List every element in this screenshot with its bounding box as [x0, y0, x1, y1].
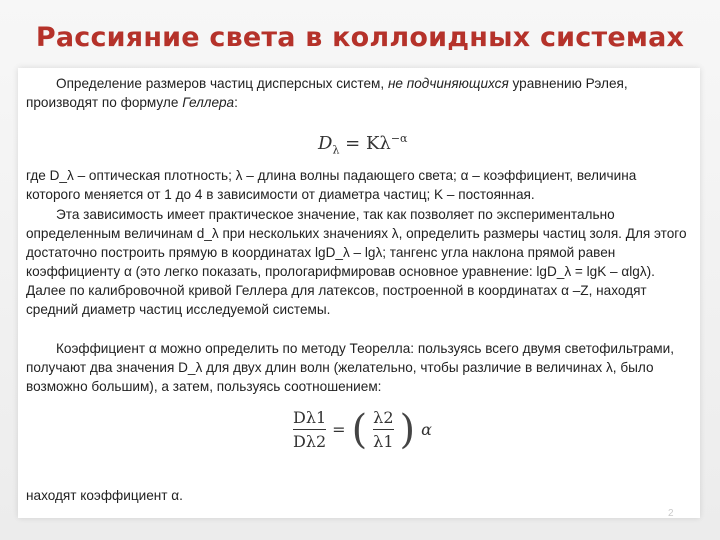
formula2-power: α: [421, 420, 432, 439]
fraction-bar: [293, 429, 326, 430]
intro-text-e: :: [234, 95, 238, 110]
formula2-left-fraction: [293, 408, 326, 451]
paragraph-intro: [26, 74, 694, 112]
intro-text-c: уравнению Рэлея, производят по формуле: [26, 76, 628, 110]
content-card: [18, 68, 700, 518]
formula2-den: Dλ2: [293, 432, 327, 451]
formula-rhs-sup: −α: [390, 132, 408, 145]
fraction-bar-inner: [373, 429, 393, 430]
paragraph-dependence: Эта зависимость имеет практическое значение, так как позволяет по экспериментально определенным величинам d_λ при нескольких значениях λ, определить размеры частиц золя. Для этого достаточно построить прямую в координатах lgD_λ – lgλ; тангенс угла наклона прямой равен коэффициенту α (это легко показать, прологарифмировав основное уравнение: lgD_λ = lgK – αlgλ). Далее по калибровочной кривой Геллера для латексов, построенной в координатах α –Z, находят средний диаметр частиц исследуемой системы.: [26, 207, 687, 317]
page-number: 2: [668, 508, 674, 519]
formula-rhs: = Kλ: [345, 133, 391, 154]
intro-text-italic: не подчиняющихся: [387, 76, 509, 91]
left-paren: (: [351, 406, 368, 453]
formula-lhs: D: [318, 133, 333, 154]
formula-teorell: [293, 408, 432, 451]
intro-text-a: Определение размеров частиц дисперсных систем,: [56, 76, 388, 91]
formula-lhs-sub: λ: [332, 143, 340, 157]
formula-geller: [318, 132, 407, 157]
formula2-equals: =: [332, 420, 346, 439]
slide-title: Рассияние света в коллоидных системах: [35, 22, 685, 53]
formula2-num: Dλ1: [293, 408, 327, 427]
right-paren: ): [399, 406, 416, 453]
paragraph-teorell: Коэффициент α можно определить по методу Теорелла: пользуясь всего двумя светофильтрами, получают два значения D_λ для двух длин волн (желательно, чтобы различие в величинах λ, было возможно большим), а затем, пользуясь соотношением:: [26, 341, 675, 394]
paragraph-definitions: где D_λ – оптическая плотность; λ – длина волны падающего света; α – коэффициент, величина которого меняется от 1 до 4 в зависимости от диаметра частиц; K – постоянная.: [26, 168, 637, 202]
formula2-inner-num: λ2: [373, 408, 394, 427]
paragraph-conclusion: находят коэффициент α.: [26, 488, 183, 503]
formula2-inner-den: λ1: [373, 432, 394, 451]
formula2-right-fraction: [373, 408, 393, 451]
intro-text-geller: Геллера: [182, 95, 235, 110]
